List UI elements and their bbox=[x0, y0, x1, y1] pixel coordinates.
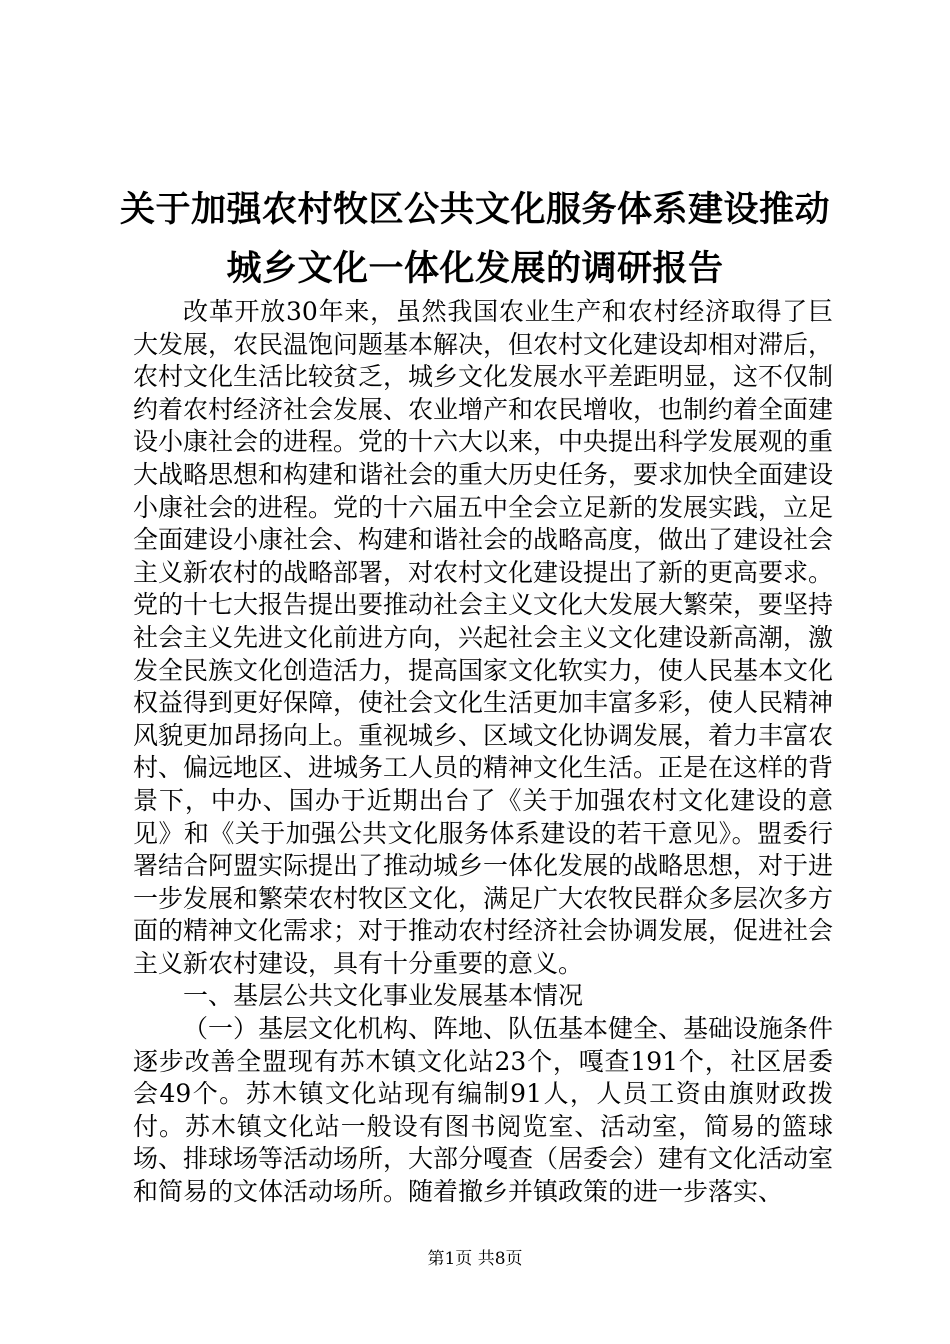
section-paragraph: （一）基层文化机构、阵地、队伍基本健全、基础设施条件逐步改善全盟现有苏木镇文化站23个，嘎查191个，社区居委会49个。苏木镇文化站现有编制91人，人员工资由旗财政拨付。苏木镇文化站一般设有图书阅览室、活动室，简易的篮球场、排球场等活动场所，大部分嘎查（居委会）建有文化活动室和简易的文体活动场所。随着撤乡并镇政策的进一步落实、 bbox=[133, 1014, 834, 1207]
document-title-line-2: 城乡文化一体化发展的调研报告 bbox=[226, 248, 724, 289]
document-body bbox=[133, 296, 833, 1209]
page-footer: 第1页 共8页 bbox=[427, 1249, 523, 1269]
intro-paragraph: 改革开放30年来，虽然我国农业生产和农村经济取得了巨大发展，农民温饱问题基本解决，但农村文化建设却相对滞后，农村文化生活比较贫乏，城乡文化发展水平差距明显，这不仅制约着农村经济社会发展、农业增产和农民增收，也制约着全面建设小康社会的进程。党的十六大以来，中央提出科学发展观的重大战略思想和构建和谐社会的重大历史任务，要求加快全面建设小康社会的进程。党的十六届五中全会立足新的发展实践，立足全面建设小康社会、构建和谐社会的战略高度，做出了建设社会主义新农村的战略部署，对农村文化建设提出了新的更高要求。党的十七大报告提出要推动社会主义文化大发展大繁荣，要坚持社会主义先进文化前进方向，兴起社会主义文化建设新高潮，激发全民族文化创造活力，提高国家文化软实力，使人民基本文化权益得到更好保障，使社会文化生活更加丰富多彩，使人民精神风貌更加昂扬向上。重视城乡、区域文化协调发展，着力丰富农村、偏远地区、进城务工人员的精神文化生活。正是在这样的背景下，中办、国办于近期出台了《关于加强农村文化建设的意见》和《关于加强公共文化服务体系建设的若干意见》。盟委行署结合阿盟实际提出了推动城乡一体化发展的战略思想，对于进一步发展和繁荣农村牧区文化，满足广大农牧民群众多层次多方面的精神文化需求；对于推动农村经济社会协调发展，促进社会主义新农村建设，具有十分重要的意义。 bbox=[133, 297, 834, 978]
section-heading: 一、基层公共文化事业发展基本情况 bbox=[183, 981, 584, 1011]
document-title-line-1: 关于加强农村牧区公共文化服务体系建设推动 bbox=[120, 189, 831, 230]
